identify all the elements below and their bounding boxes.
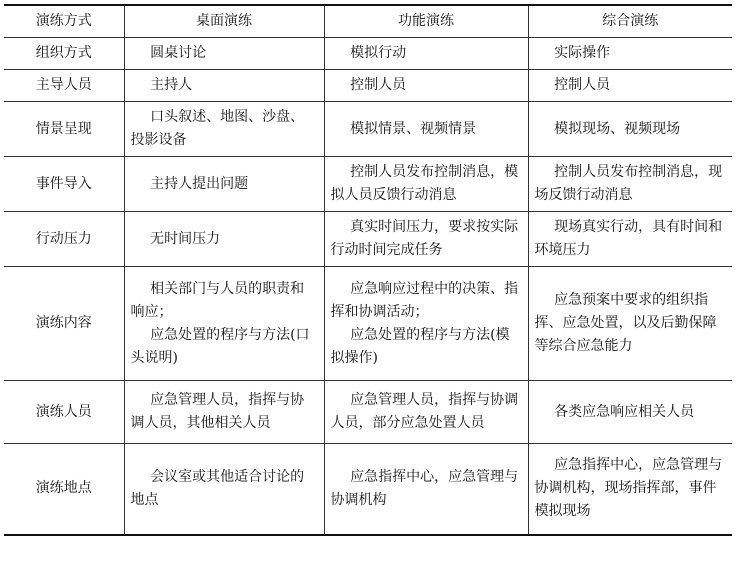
table-row [4,157,732,212]
row-label-cell: 行动压力 [4,212,124,267]
cell-paragraph: 主持人 [150,77,193,93]
table-cell [528,444,732,535]
table-cell [124,70,324,102]
cell-paragraph: 各类应急响应相关人员 [554,403,695,420]
cell-paragraph: 圆桌讨论 [150,45,207,61]
cell-paragraph: 应急处置的程序与方法(模拟操作) [330,326,510,366]
table-cell [528,157,732,212]
table-cell [324,157,528,212]
row-label-cell: 演练内容 [4,267,124,381]
table-cell [124,381,324,444]
cell-paragraph: 应急指挥中心，应急管理与协调机构 [330,468,519,508]
cell-paragraph: 相关部门与人员的职责和响应； [130,280,305,320]
table-row [4,38,732,70]
cell-paragraph: 现场真实行动，具有时间和环境压力 [534,219,723,258]
header-cell-mode: 演练方式 [4,5,124,38]
table-cell [124,102,324,157]
cell-paragraph: 控制人员 [350,77,407,93]
cell-paragraph: 模拟情景、视频情景 [350,120,477,137]
table-cell [324,70,528,102]
table-row [4,102,732,157]
drill-comparison-table [4,4,732,536]
table-cell [528,212,732,267]
table-cell [124,444,324,535]
cell-paragraph: 会议室或其他适合讨论的地点 [130,468,305,508]
table-cell [528,381,732,444]
table-cell [528,70,732,102]
cell-paragraph: 应急指挥中心，应急管理与协调机构，现场指挥部，事件模拟现场 [534,457,723,520]
row-label-cell: 事件导入 [4,157,124,212]
table-cell [124,267,324,381]
header-cell-functional: 功能演练 [324,5,528,38]
table-cell [528,267,732,381]
table-cell [124,38,324,70]
cell-paragraph: 模拟行动 [350,45,407,61]
cell-paragraph: 模拟现场、视频现场 [554,120,681,137]
table-row [4,267,732,381]
row-label-cell: 演练地点 [4,444,124,535]
cell-paragraph: 应急管理人员，指挥与协调人员，其他相关人员 [130,392,305,431]
header-cell-comprehensive: 综合演练 [528,5,732,38]
table-cell [528,102,732,157]
cell-paragraph: 控制人员发布控制消息，模拟人员反馈行动消息 [330,164,519,203]
cell-paragraph: 实际操作 [554,45,611,61]
table-cell [324,444,528,535]
header-row [4,5,732,38]
row-label-cell: 主导人员 [4,70,124,102]
cell-paragraph: 主持人提出问题 [150,175,249,192]
table-cell [324,381,528,444]
cell-paragraph: 口头叙述、地图、沙盘、投影设备 [130,109,305,148]
row-label-cell: 情景呈现 [4,102,124,157]
table-cell [528,38,732,70]
header-cell-tabletop: 桌面演练 [124,5,324,38]
table-cell [324,267,528,381]
table-row [4,212,732,267]
table-body [4,38,732,535]
cell-paragraph: 应急管理人员，指挥与协调人员，部分应急处置人员 [330,392,519,431]
row-label-cell: 演练人员 [4,381,124,444]
table-row [4,444,732,535]
table-row [4,70,732,102]
cell-paragraph: 应急处置的程序与方法(口头说明) [130,326,310,366]
table-row [4,381,732,444]
cell-paragraph: 无时间压力 [150,230,221,247]
cell-paragraph: 应急预案中要求的组织指挥、应急处置，以及后勤保障等综合应急能力 [534,292,717,354]
cell-paragraph: 控制人员 [554,77,611,93]
table-cell [124,212,324,267]
cell-paragraph: 应急响应过程中的决策、指挥和协调活动； [330,280,519,320]
table-cell [324,38,528,70]
cell-paragraph: 真实时间压力，要求按实际行动时间完成任务 [330,219,519,258]
table-cell [324,212,528,267]
cell-paragraph: 控制人员发布控制消息，现场反馈行动消息 [534,164,723,203]
table-cell [124,157,324,212]
table-cell [324,102,528,157]
row-label-cell: 组织方式 [4,38,124,70]
